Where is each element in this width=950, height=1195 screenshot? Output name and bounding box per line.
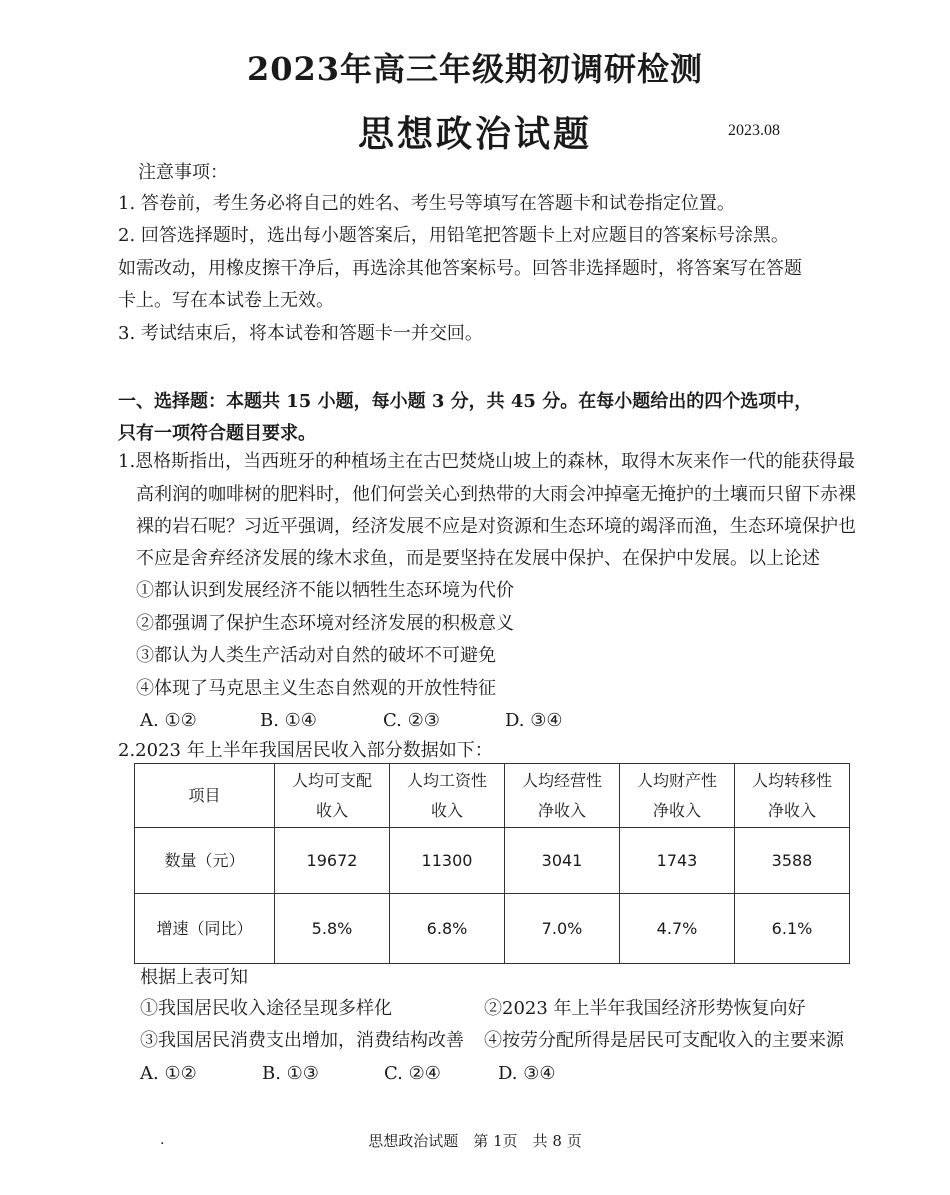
q2-item: ③我国居民消费支出增加，消费结构改善: [140, 1030, 464, 1051]
table-cell: 6.1%: [735, 894, 850, 964]
section-heading: 一、选择题：本题共 15 小题，每小题 3 分，共 45 分。在每小题给出的四个选项中，: [118, 391, 813, 412]
table-cell: 3041: [505, 828, 620, 894]
q1-item: ③都认为人类生产活动对自然的破坏不可避免: [136, 645, 496, 666]
q1-item: ②都强调了保护生态环境对经济发展的积极意义: [136, 613, 514, 634]
table-header-cell: 人均工资性 收入: [390, 764, 505, 828]
table-cell: 6.8%: [390, 894, 505, 964]
q2-lead: 根据上表可知: [140, 967, 248, 988]
table-row-label: 数量（元）: [135, 828, 275, 894]
table-cell: 5.8%: [275, 894, 390, 964]
q1-option-b: B. ①④: [260, 710, 317, 731]
q2-option-d: D. ③④: [498, 1063, 556, 1084]
q1-stem-line: 裸的岩石呢？习近平强调，经济发展不应是对资源和生态环境的竭泽而渔，生态环境保护也: [136, 516, 856, 537]
table-cell: 3588: [735, 828, 850, 894]
q1-stem-line: 不应是舍弃经济发展的缘木求鱼，而是要坚持在发展中保护、在保护中发展。以上论述: [136, 548, 820, 569]
page-footer: 思想政治试题 第 1页 共 8 页: [368, 1132, 582, 1150]
q1-item: ④体现了马克思主义生态自然观的开放性特征: [136, 678, 496, 699]
table-cell: 4.7%: [620, 894, 735, 964]
footer-mark: .: [160, 1132, 165, 1148]
table-header-cell: 项目: [135, 764, 275, 828]
exam-title: 2023年高三年级期初调研检测: [246, 50, 704, 88]
table-row: [135, 828, 850, 894]
table-header-cell: 人均经营性 净收入: [505, 764, 620, 828]
note-line: 2. 回答选择题时，选出每小题答案后，用铅笔把答题卡上对应题目的答案标号涂黑。: [118, 225, 789, 246]
q2-item: ①我国居民收入途径呈现多样化: [140, 998, 392, 1019]
q1-option-d: D. ③④: [505, 710, 563, 731]
table-header-cell: 人均财产性 净收入: [620, 764, 735, 828]
q2-stem: 2.2023 年上半年我国居民收入部分数据如下：: [118, 740, 493, 761]
income-table: [134, 763, 850, 964]
q1-item: ①都认识到发展经济不能以牺牲生态环境为代价: [136, 580, 514, 601]
note-line: 3. 考试结束后，将本试卷和答题卡一并交回。: [118, 323, 483, 344]
notes-heading: 注意事项：: [138, 162, 228, 183]
table-cell: 7.0%: [505, 894, 620, 964]
table-cell: 1743: [620, 828, 735, 894]
table-row-label: 增速（同比）: [135, 894, 275, 964]
q2-option-a: A. ①②: [140, 1063, 197, 1084]
table-row: [135, 894, 850, 964]
note-line: 卡上。写在本试卷上无效。: [118, 290, 334, 311]
q1-stem-line: 1.恩格斯指出，当西班牙的种植场主在古巴焚烧山坡上的森林，取得木灰来作一代的能获得最: [118, 451, 856, 472]
q1-option-a: A. ①②: [140, 710, 197, 731]
table-header-cell: 人均可支配 收入: [275, 764, 390, 828]
table-cell: 19672: [275, 828, 390, 894]
table-cell: 11300: [390, 828, 505, 894]
table-header-row: [135, 764, 850, 828]
q1-stem-line: 高利润的咖啡树的肥料时，他们何尝关心到热带的大雨会冲掉毫无掩护的土壤而只留下赤裸: [136, 484, 856, 505]
q2-option-c: C. ②④: [384, 1063, 441, 1084]
section-heading: 只有一项符合题目要求。: [118, 423, 316, 444]
note-line: 1. 答卷前，考生务必将自己的姓名、考生号等填写在答题卡和试卷指定位置。: [118, 193, 735, 214]
subject-title: 思想政治试题: [357, 113, 592, 155]
exam-date: 2023.08: [728, 122, 780, 139]
q2-item: ②2023 年上半年我国经济形势恢复向好: [484, 998, 806, 1019]
table-header-cell: 人均转移性 净收入: [735, 764, 850, 828]
note-line: 如需改动，用橡皮擦干净后，再选涂其他答案标号。回答非选择题时，将答案写在答题: [118, 258, 802, 279]
q2-option-b: B. ①③: [262, 1063, 319, 1084]
q1-option-c: C. ②③: [383, 710, 440, 731]
q2-item: ④按劳分配所得是居民可支配收入的主要来源: [484, 1030, 844, 1051]
